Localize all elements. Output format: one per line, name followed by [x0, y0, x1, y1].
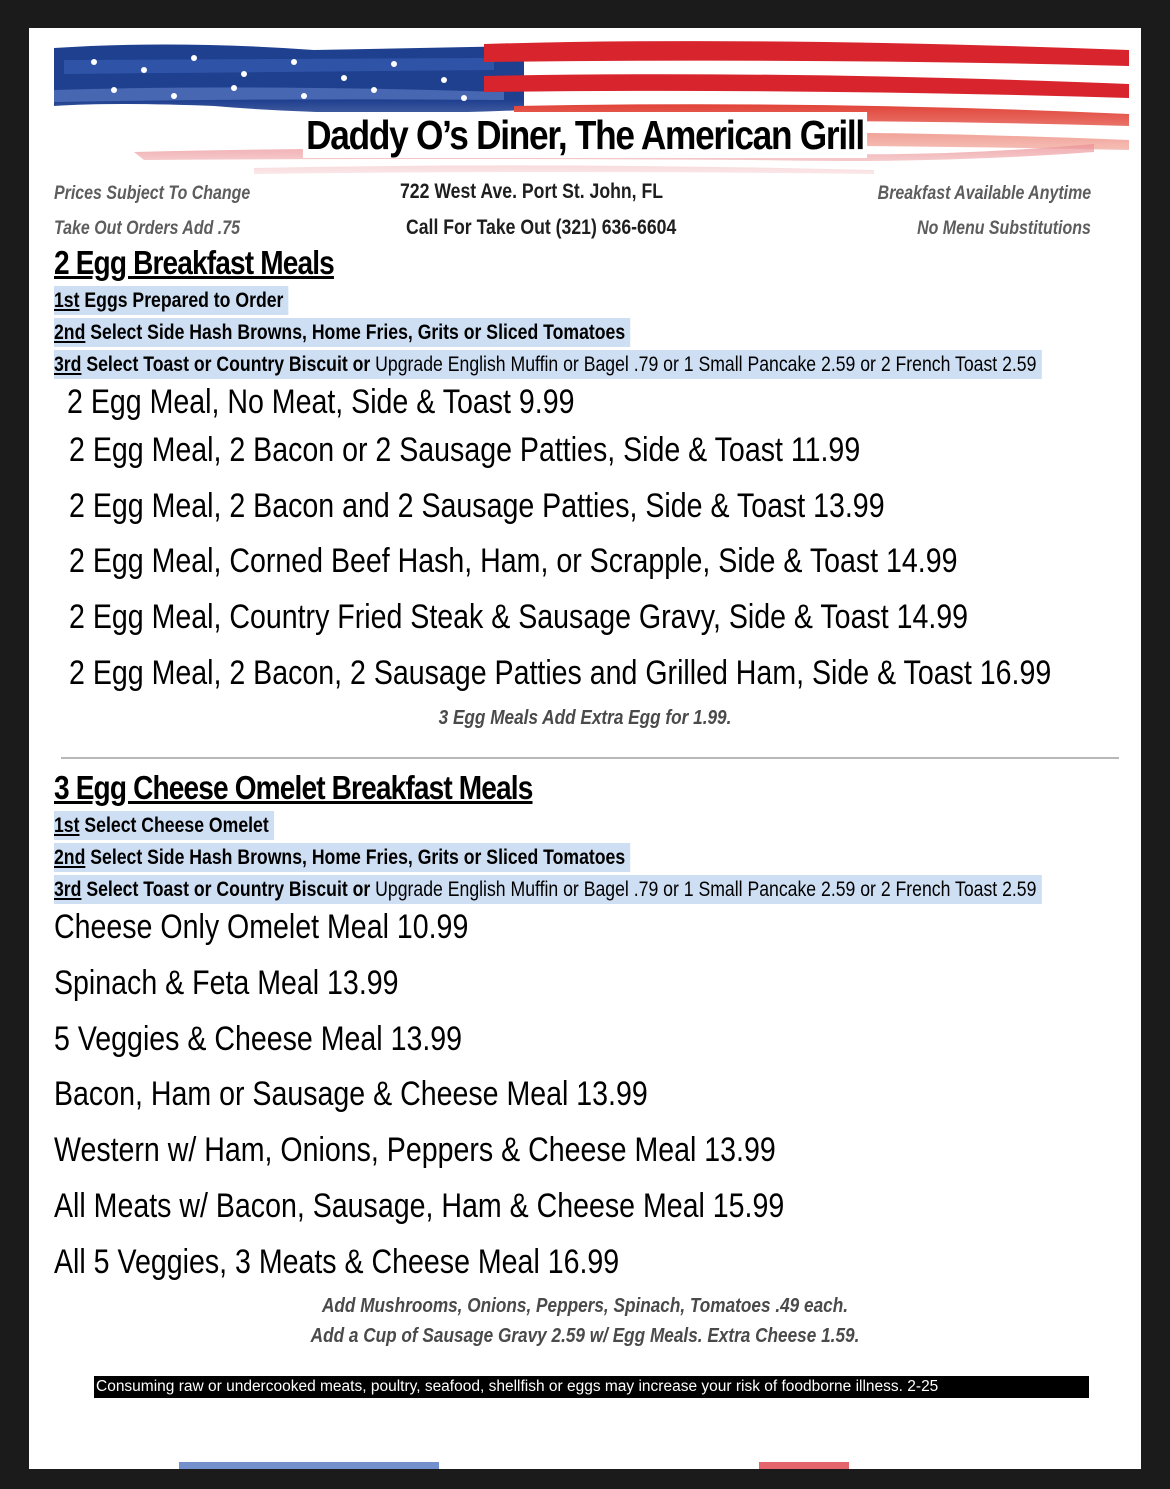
flag-strip-decoration — [29, 1460, 1141, 1469]
step-3: 3rd Select Toast or Country Biscuit or Upgrade English Muffin or Bagel .79 or 1 Small Pancake 2.59 or 2 French Toast 2.59 — [54, 350, 1041, 379]
menu-item: 2 Egg Meal, No Meat, Side & Toast 9.99 — [67, 383, 575, 421]
section-divider — [61, 757, 1119, 759]
menu-page — [29, 28, 1141, 1469]
takeout-fee-notice: Take Out Orders Add .75 — [54, 218, 240, 239]
menu-item: All 5 Veggies, 3 Meats & Cheese Meal 16.99 — [54, 1243, 620, 1281]
menu-item: Bacon, Ham or Sausage & Cheese Meal 13.99 — [54, 1075, 648, 1113]
section-title-omelet: 3 Egg Cheese Omelet Breakfast Meals — [54, 769, 533, 806]
menu-item: 2 Egg Meal, Corned Beef Hash, Ham, or Scrapple, Side & Toast 14.99 — [69, 542, 958, 580]
menu-item: Cheese Only Omelet Meal 10.99 — [54, 908, 469, 946]
menu-item: 2 Egg Meal, 2 Bacon and 2 Sausage Patties, Side & Toast 13.99 — [69, 487, 885, 525]
takeout-phone: Call For Take Out (321) 636-6604 — [406, 216, 677, 239]
menu-item: 2 Egg Meal, 2 Bacon, 2 Sausage Patties and Grilled Ham, Side & Toast 16.99 — [69, 654, 1052, 692]
menu-item: 2 Egg Meal, 2 Bacon or 2 Sausage Patties, Side & Toast 11.99 — [69, 431, 861, 469]
restaurant-title: Daddy O’s Diner, The American Grill — [107, 112, 1063, 159]
menu-item: Spinach & Feta Meal 13.99 — [54, 964, 399, 1002]
menu-item: Western w/ Ham, Onions, Peppers & Cheese Meal 13.99 — [54, 1131, 776, 1169]
step-1: 1st Select Cheese Omelet — [54, 811, 274, 840]
step-3: 3rd Select Toast or Country Biscuit or Upgrade English Muffin or Bagel .79 or 1 Small Pancake 2.59 or 2 French Toast 2.59 — [54, 875, 1041, 904]
add-veggies-note: Add Mushrooms, Onions, Peppers, Spinach, Tomatoes .49 each. — [322, 1295, 848, 1317]
address: 722 West Ave. Port St. John, FL — [400, 180, 664, 203]
extra-egg-note: 3 Egg Meals Add Extra Egg for 1.99. — [438, 707, 732, 729]
no-substitutions-notice: No Menu Substitutions — [917, 218, 1091, 239]
add-gravy-cheese-note: Add a Cup of Sausage Gravy 2.59 w/ Egg Meals. Extra Cheese 1.59. — [310, 1325, 860, 1347]
step-1: 1st Eggs Prepared to Order — [54, 286, 288, 315]
breakfast-anytime-notice: Breakfast Available Anytime — [877, 183, 1091, 204]
menu-item: 5 Veggies & Cheese Meal 13.99 — [54, 1020, 463, 1058]
step-2: 2nd Select Side Hash Browns, Home Fries, Grits or Sliced Tomatoes — [54, 318, 630, 347]
prices-notice: Prices Subject To Change — [54, 183, 251, 204]
section-title-2-egg: 2 Egg Breakfast Meals — [54, 244, 334, 281]
step-2: 2nd Select Side Hash Browns, Home Fries, Grits or Sliced Tomatoes — [54, 843, 630, 872]
foodborne-illness-disclaimer: Consuming raw or undercooked meats, poultry, seafood, shellfish or eggs may increase your risk of foodborne illness. 2-25 — [94, 1376, 1089, 1398]
menu-item: 2 Egg Meal, Country Fried Steak & Sausage Gravy, Side & Toast 14.99 — [69, 598, 969, 636]
menu-item: All Meats w/ Bacon, Sausage, Ham & Cheese Meal 15.99 — [54, 1187, 785, 1225]
